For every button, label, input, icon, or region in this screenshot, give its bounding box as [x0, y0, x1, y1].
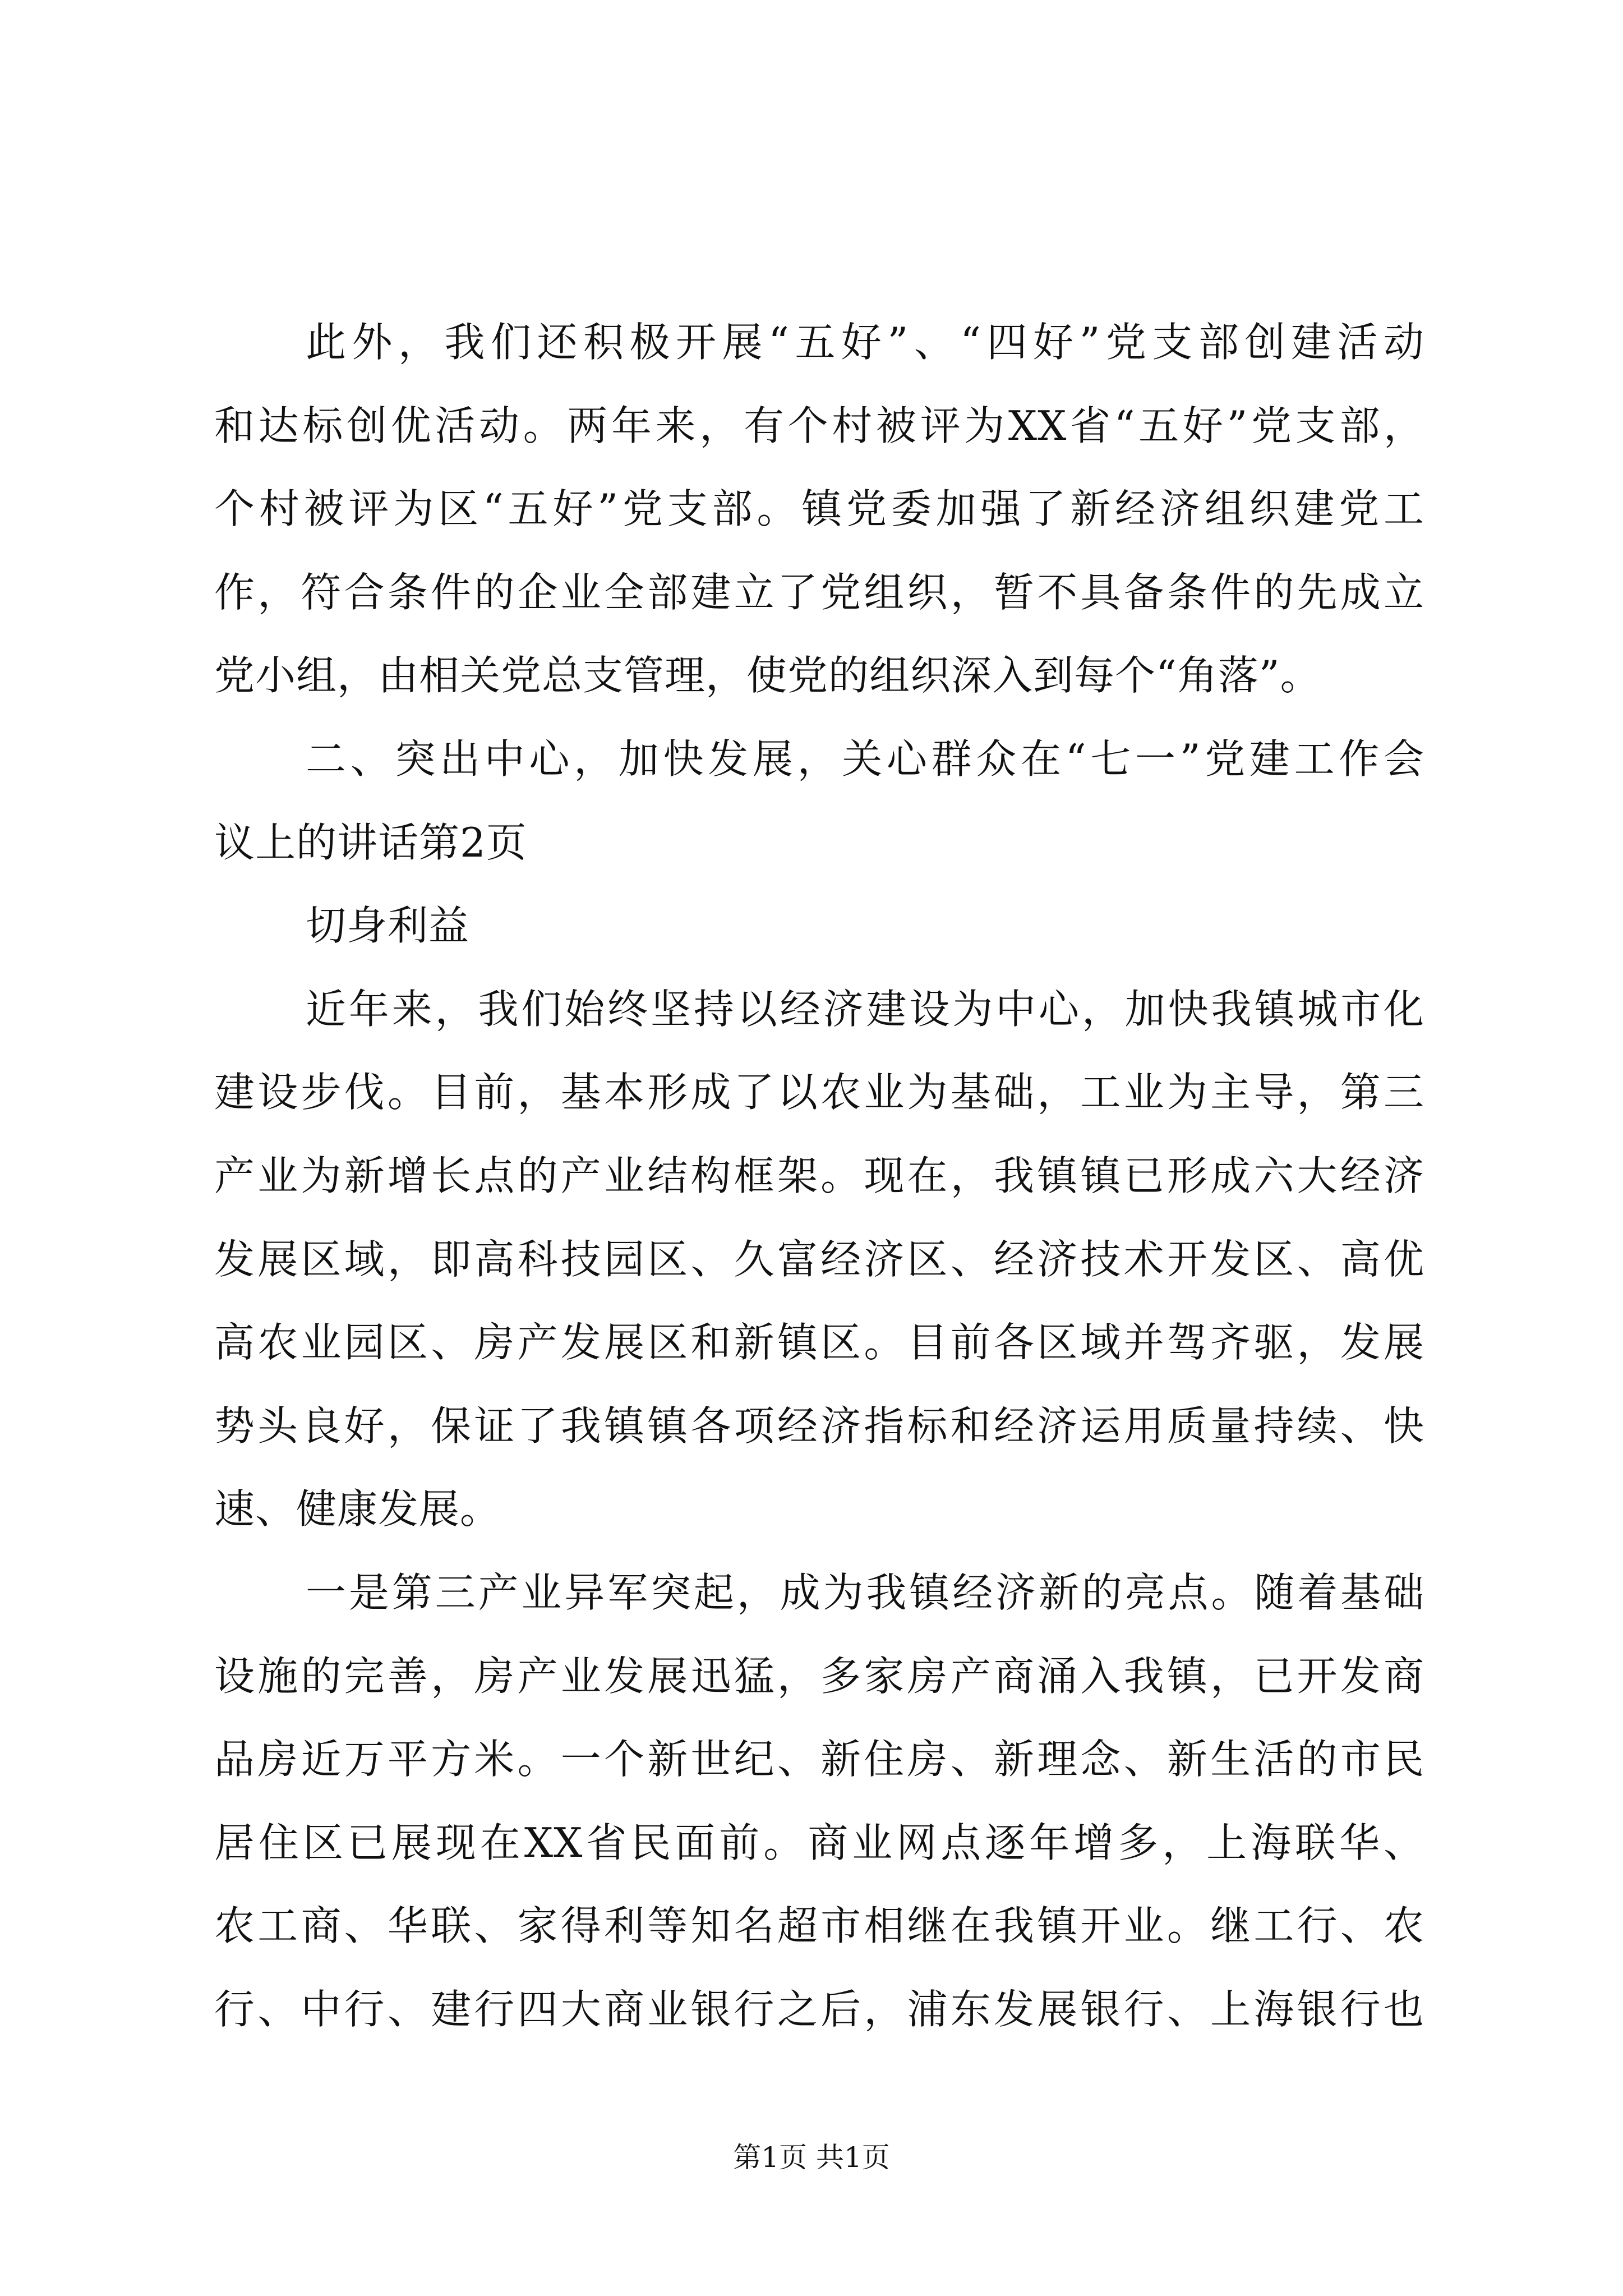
paragraph — [214, 968, 1424, 1551]
text-line: 此外，我们还积极开展“五好”、“四好”党支部创建活动 — [306, 319, 1424, 366]
text-line: 建设步伐。目前，基本形成了以农业为基础，工业为主导，第三 — [214, 1069, 1424, 1116]
text-line: 势头良好，保证了我镇镇各项经济指标和经济运用质量持续、快 — [214, 1402, 1424, 1450]
text-line: 品房近万平方米。一个新世纪、新住房、新理念、新生活的市民 — [214, 1736, 1424, 1783]
text-line: 个村被评为区“五好”党支部。镇党委加强了新经济组织建党工 — [214, 485, 1424, 533]
text-line: 党小组，由相关党总支管理，使党的组织深入到每个“角落”。 — [214, 652, 1321, 700]
paragraph — [214, 301, 1424, 717]
text-line: 议上的讲话第2页 — [214, 818, 527, 866]
paragraph — [214, 884, 1424, 968]
text-line: 产业为新增长点的产业结构框架。现在，我镇镇已形成六大经济 — [214, 1152, 1424, 1199]
text-line: 高农业园区、房产发展区和新镇区。目前各区域并驾齐驱，发展 — [214, 1319, 1424, 1366]
text-line: 设施的完善，房产业发展迅猛，多家房产商涌入我镇，已开发商 — [214, 1652, 1424, 1700]
text-line: 作，符合条件的企业全部建立了党组织，暂不具备条件的先成立 — [214, 568, 1424, 616]
page-footer — [0, 2137, 1623, 2178]
section-heading-paragraph — [214, 717, 1424, 884]
text-line: 居住区已展现在XX省民面前。商业网点逐年增多，上海联华、 — [214, 1819, 1424, 1866]
text-line: 近年来，我们始终坚持以经济建设为中心，加快我镇城市化 — [306, 985, 1424, 1033]
text-line: 一是第三产业异军突起，成为我镇经济新的亮点。随着基础 — [306, 1568, 1424, 1616]
text-line: 行、中行、建行四大商业银行之后，浦东发展银行、上海银行也 — [214, 1985, 1424, 2033]
page-number-label: 第1页 共1页 — [733, 2141, 890, 2174]
text-line: 农工商、华联、家得利等知名超市相继在我镇开业。继工行、农 — [214, 1902, 1424, 1950]
text-line: 二、突出中心，加快发展，关心群众在“七一”党建工作会 — [306, 735, 1424, 783]
text-line: 和达标创优活动。两年来，有个村被评为XX省“五好”党支部， — [214, 402, 1424, 449]
text-line: 发展区域，即高科技园区、久富经济区、经济技术开发区、高优 — [214, 1235, 1424, 1283]
document-body — [214, 301, 1424, 2051]
paragraph — [214, 1551, 1424, 2051]
text-line: 速、健康发展。 — [214, 1485, 501, 1533]
text-line: 切身利益 — [306, 902, 470, 950]
